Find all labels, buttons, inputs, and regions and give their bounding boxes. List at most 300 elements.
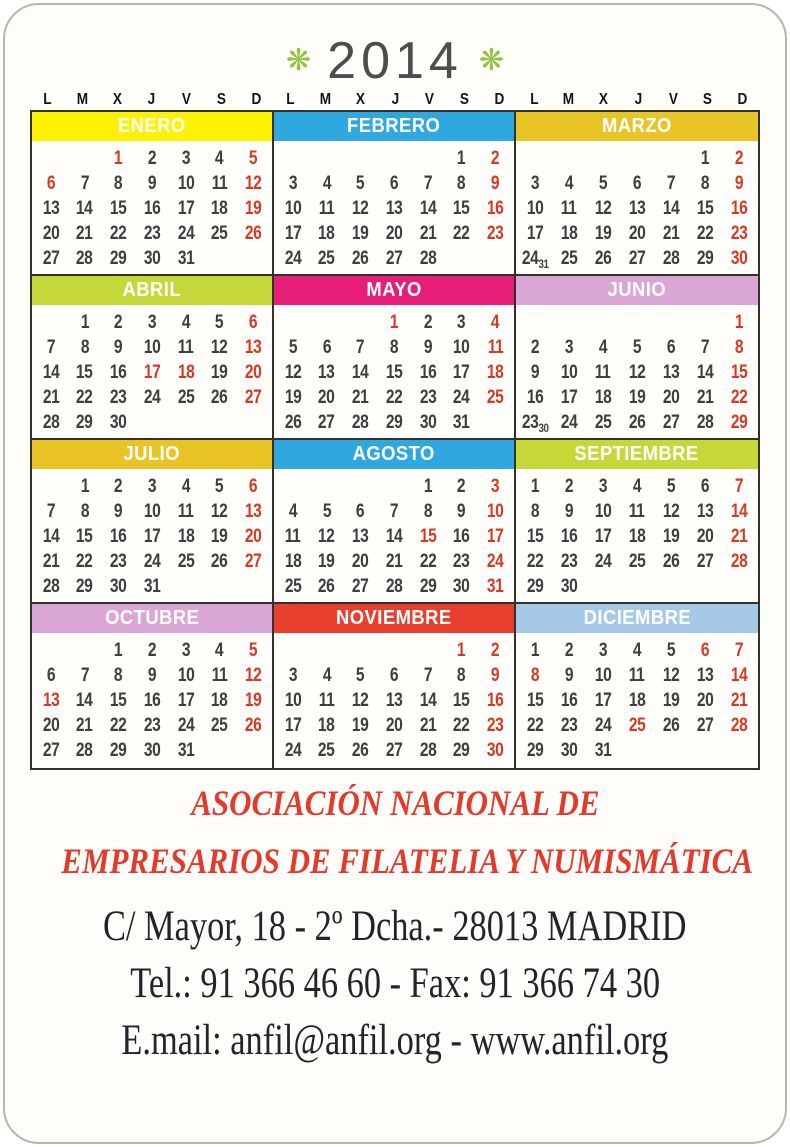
day-cell [411, 474, 445, 500]
day-number: 21 [352, 387, 369, 408]
day-number: 24 [594, 551, 612, 572]
day-number: 28 [419, 248, 436, 269]
month-days [32, 305, 272, 437]
day-number: 23 [419, 387, 436, 408]
week-row [34, 574, 270, 599]
week-row [518, 549, 756, 574]
day-number: 13 [42, 198, 60, 219]
month-octubre [32, 604, 274, 768]
day-number: 4 [491, 312, 500, 333]
day-cell [34, 549, 68, 575]
day-cell [135, 310, 169, 336]
day-number: 6 [322, 337, 331, 358]
day-number: 21 [730, 526, 748, 547]
week-row [276, 221, 512, 246]
day-number: 30 [453, 576, 470, 597]
day-number: 10 [284, 690, 302, 711]
day-number: 24 [284, 248, 302, 269]
day-number: 31 [177, 248, 194, 269]
day-cell [68, 499, 102, 525]
day-number: 20 [42, 715, 60, 736]
day-cell [518, 663, 552, 689]
day-cell [518, 474, 552, 500]
footer [5, 782, 785, 1069]
day-cell [236, 221, 270, 247]
day-cell [688, 713, 722, 739]
year-title: 2014 [327, 32, 463, 90]
day-number: 21 [76, 223, 93, 244]
day-number: 16 [526, 387, 544, 408]
day-cell [203, 385, 237, 411]
day-cell [654, 499, 688, 525]
week-row [34, 549, 270, 574]
day-number: 20 [385, 715, 403, 736]
weekday-label: V [181, 91, 191, 108]
day-cell [34, 385, 68, 411]
week-row [34, 335, 270, 360]
day-cell [518, 499, 552, 525]
day-number: 23 [486, 223, 504, 244]
calendar-card [3, 3, 787, 1144]
week-row [518, 221, 756, 246]
day-number: 9 [491, 665, 500, 686]
month-title: MAYO [366, 279, 422, 301]
day-number: 9 [564, 501, 574, 522]
day-number: 8 [457, 665, 466, 686]
day-number: 19 [662, 526, 680, 547]
week-row [518, 385, 756, 410]
week-row [34, 310, 270, 335]
day-number: 3 [598, 476, 608, 497]
week-row [276, 549, 512, 574]
day-number: 17 [594, 526, 612, 547]
day-cell [478, 638, 512, 664]
day-cell [203, 638, 237, 664]
day-cell [169, 524, 203, 550]
day-number: 28 [76, 248, 93, 269]
day-number: 20 [352, 551, 369, 572]
day-number: 29 [419, 576, 436, 597]
day-number: 4 [215, 148, 224, 169]
day-number: 17 [177, 690, 194, 711]
day-number: 27 [42, 248, 60, 269]
week-row [518, 574, 756, 599]
day-cell [586, 221, 620, 247]
day-cell [68, 335, 102, 361]
day-number: 1 [457, 640, 466, 661]
day-number: 12 [662, 501, 680, 522]
month-diciembre [516, 604, 758, 768]
month-days [274, 141, 514, 273]
week-row [34, 524, 270, 549]
day-number: 9 [423, 337, 432, 358]
day-cell [620, 246, 654, 277]
day-cell [518, 574, 552, 600]
day-cell [135, 196, 169, 222]
day-cell [518, 385, 552, 411]
day-number: 1 [530, 476, 540, 497]
day-number: 8 [389, 337, 399, 358]
day-cell [552, 713, 586, 739]
day-cell [586, 246, 620, 277]
day-cell [552, 663, 586, 689]
day-number: 10 [486, 501, 504, 522]
month-header [274, 604, 514, 633]
week-row [518, 246, 756, 271]
day-number: 2 [564, 640, 574, 661]
day-cell [169, 574, 203, 600]
day-cell [343, 713, 377, 739]
month-header [516, 604, 758, 633]
day-cell [586, 574, 620, 600]
weekday-label: J [391, 91, 399, 108]
day-number: 12 [352, 690, 369, 711]
day-number: 28 [696, 412, 714, 433]
day-number: 20 [244, 362, 262, 383]
day-cell [276, 738, 310, 764]
day-cell [34, 474, 68, 500]
day-number: 4 [288, 501, 297, 522]
day-number: 27 [696, 551, 714, 572]
day-number: 10 [143, 501, 161, 522]
week-row [518, 638, 756, 663]
day-cell [478, 574, 512, 600]
day-number: 3 [288, 173, 297, 194]
day-cell [377, 738, 411, 764]
day-cell [236, 474, 270, 500]
day-number: 27 [318, 412, 335, 433]
day-cell [478, 688, 512, 714]
day-cell [377, 335, 411, 361]
day-cell [688, 385, 722, 411]
day-number: 15 [453, 690, 470, 711]
day-number: 13 [385, 690, 403, 711]
day-cell [68, 474, 102, 500]
day-cell [445, 335, 479, 361]
day-number: 1 [114, 640, 123, 661]
day-cell [722, 688, 756, 714]
day-number: 14 [662, 198, 680, 219]
day-number: 7 [46, 501, 55, 522]
day-number: 15 [696, 198, 714, 219]
day-cell [377, 410, 411, 436]
day-number: 22 [696, 223, 714, 244]
day-cell [620, 360, 654, 386]
week-row [34, 171, 270, 196]
day-number: 26 [318, 576, 335, 597]
day-cell [101, 499, 135, 525]
weekday-label: L [286, 91, 295, 108]
day-cell [552, 360, 586, 386]
day-cell [101, 146, 135, 172]
day-cell [586, 663, 620, 689]
day-number: 6 [666, 337, 676, 358]
day-number: 12 [244, 665, 262, 686]
day-cell [377, 310, 411, 336]
week-row [34, 638, 270, 663]
email-web-line: E.mail: anfil@anfil.org - www.anfil.org [121, 1017, 669, 1064]
weekday-group [517, 91, 760, 109]
day-cell [68, 713, 102, 739]
day-cell [518, 410, 552, 441]
day-number: 14 [42, 526, 60, 547]
weekday-label: D [494, 91, 505, 108]
day-number: 30 [419, 412, 436, 433]
week-row [276, 246, 512, 271]
day-number: 8 [80, 501, 89, 522]
day-cell [688, 410, 722, 441]
day-number: 27 [628, 248, 646, 269]
day-number: 4 [564, 173, 574, 194]
day-number: 16 [110, 526, 127, 547]
day-number: 21 [419, 715, 436, 736]
day-number: 13 [244, 501, 262, 522]
day-cell [654, 146, 688, 172]
day-number: 10 [526, 198, 544, 219]
day-number: 3 [564, 337, 574, 358]
day-cell [310, 146, 344, 172]
week-row [34, 499, 270, 524]
weekday-label: V [425, 91, 435, 108]
day-cell [688, 738, 722, 764]
day-number: 22 [453, 715, 470, 736]
day-number: 28 [730, 715, 748, 736]
day-number: 12 [594, 198, 612, 219]
day-cell [169, 310, 203, 336]
year-header [5, 32, 785, 90]
day-cell [552, 474, 586, 500]
day-number: 6 [632, 173, 642, 194]
day-cell [722, 360, 756, 386]
day-cell [101, 410, 135, 436]
month-header [274, 276, 514, 305]
day-cell [586, 310, 620, 336]
week-row [34, 738, 270, 763]
day-cell [68, 246, 102, 272]
month-header [32, 604, 272, 633]
day-cell [276, 474, 310, 500]
day-cell [135, 549, 169, 575]
day-cell [169, 713, 203, 739]
day-number: 18 [284, 551, 302, 572]
day-cell [478, 360, 512, 386]
day-cell [688, 310, 722, 336]
day-number: 4 [181, 476, 190, 497]
month-title: ABRIL [122, 279, 182, 301]
day-cell [478, 738, 512, 764]
day-number: 27 [244, 551, 262, 572]
day-number: 18 [560, 223, 578, 244]
day-number: 11 [629, 665, 645, 686]
day-number: 21 [730, 690, 748, 711]
day-number: 27 [244, 387, 262, 408]
day-number: 4 [322, 665, 331, 686]
day-number: 8 [114, 173, 123, 194]
day-number: 1 [114, 148, 123, 169]
month-header [32, 112, 272, 141]
day-number: 15 [419, 526, 436, 547]
day-number: 6 [249, 476, 258, 497]
day-number: 8 [734, 337, 744, 358]
day-number: 26 [211, 551, 228, 572]
day-cell [722, 385, 756, 411]
day-cell [654, 410, 688, 441]
day-number: 26 [662, 551, 680, 572]
day-cell [722, 713, 756, 739]
day-number: 28 [730, 551, 748, 572]
day-number: 27 [42, 740, 60, 761]
day-number: 29 [696, 248, 714, 269]
day-cell [68, 549, 102, 575]
day-cell [411, 310, 445, 336]
day-number: 6 [389, 665, 399, 686]
day-number: 13 [244, 337, 262, 358]
day-number: 15 [110, 198, 127, 219]
day-cell [135, 221, 169, 247]
day-cell [552, 574, 586, 600]
day-number: 15 [76, 526, 93, 547]
day-number: 18 [628, 690, 646, 711]
day-cell [411, 196, 445, 222]
day-number: 13 [318, 362, 335, 383]
month-header [516, 112, 758, 141]
day-number: 10 [177, 173, 194, 194]
day-number: 13 [352, 526, 369, 547]
day-cell [135, 385, 169, 411]
day-cell [276, 410, 310, 436]
day-number: 14 [419, 198, 436, 219]
day-cell [377, 196, 411, 222]
day-number: 12 [662, 665, 680, 686]
day-cell [135, 713, 169, 739]
day-cell [411, 713, 445, 739]
day-number: 25 [177, 551, 194, 572]
day-cell [620, 574, 654, 600]
day-cell [586, 196, 620, 222]
day-number: 20 [318, 387, 335, 408]
weekday-group [273, 91, 516, 109]
day-number: 18 [177, 526, 194, 547]
day-number: 21 [662, 223, 680, 244]
day-cell [518, 638, 552, 664]
day-cell [203, 335, 237, 361]
day-cell [445, 638, 479, 664]
contact-block [5, 898, 785, 1069]
day-cell [688, 360, 722, 386]
day-number: 22 [76, 387, 93, 408]
day-number: 14 [419, 690, 436, 711]
weekday-label: X [112, 91, 122, 108]
day-number: 13 [628, 198, 646, 219]
weekday-label: V [668, 91, 678, 108]
day-cell [377, 146, 411, 172]
day-cell [411, 335, 445, 361]
day-cell [310, 524, 344, 550]
day-number: 12 [352, 198, 369, 219]
day-cell [552, 549, 586, 575]
day-number: 26 [244, 715, 262, 736]
day-number: 5 [356, 665, 365, 686]
day-number: 28 [419, 740, 436, 761]
day-number: 26 [594, 248, 612, 269]
day-cell [688, 663, 722, 689]
day-cell [169, 246, 203, 272]
day-number: 17 [143, 362, 161, 383]
day-cell [169, 146, 203, 172]
day-number: 5 [249, 640, 258, 661]
day-number: 9 [114, 501, 123, 522]
day-cell [310, 499, 344, 525]
day-cell [310, 196, 344, 222]
day-number: 11 [177, 501, 194, 522]
day-cell [343, 474, 377, 500]
day-cell [169, 335, 203, 361]
month-title: ENERO [118, 115, 186, 137]
day-number: 20 [42, 223, 60, 244]
day-cell [445, 549, 479, 575]
day-number: 6 [46, 665, 55, 686]
day-number: 30 [143, 248, 161, 269]
day-number: 7 [356, 337, 365, 358]
day-cell [101, 574, 135, 600]
day-cell [688, 524, 722, 550]
month-days [516, 305, 758, 437]
week-row [34, 713, 270, 738]
month-header [516, 276, 758, 305]
day-number: 27 [352, 576, 369, 597]
day-cell [135, 663, 169, 689]
month-title: JUNIO [607, 279, 667, 301]
day-number: 31 [486, 576, 504, 597]
day-cell [276, 499, 310, 525]
day-cell [236, 246, 270, 272]
day-cell [101, 663, 135, 689]
month-title: JULIO [123, 443, 181, 465]
day-cell [236, 663, 270, 689]
day-number: 16 [143, 690, 161, 711]
day-cell [411, 146, 445, 172]
day-number: 7 [666, 173, 676, 194]
day-number: 17 [594, 690, 612, 711]
day-number: 6 [700, 640, 710, 661]
day-cell [276, 549, 310, 575]
day-number: 5 [215, 312, 224, 333]
day-cell [310, 385, 344, 411]
day-cell [620, 196, 654, 222]
day-cell [722, 549, 756, 575]
day-number: 19 [284, 387, 302, 408]
day-number: 30 [143, 740, 161, 761]
week-row [34, 385, 270, 410]
day-cell [377, 713, 411, 739]
day-cell [722, 410, 756, 441]
day-number: 12 [628, 362, 646, 383]
day-number: 7 [423, 173, 432, 194]
day-number: 12 [284, 362, 302, 383]
day-cell [654, 663, 688, 689]
day-number: 2 [457, 476, 466, 497]
day-number: 9 [147, 665, 157, 686]
day-cell [552, 246, 586, 277]
day-number: 16 [143, 198, 161, 219]
day-number: 30 [486, 740, 504, 761]
day-cell [411, 360, 445, 386]
day-cell [343, 574, 377, 600]
week-row [518, 663, 756, 688]
day-cell [203, 499, 237, 525]
day-cell [688, 638, 722, 664]
day-number: 27 [662, 412, 680, 433]
